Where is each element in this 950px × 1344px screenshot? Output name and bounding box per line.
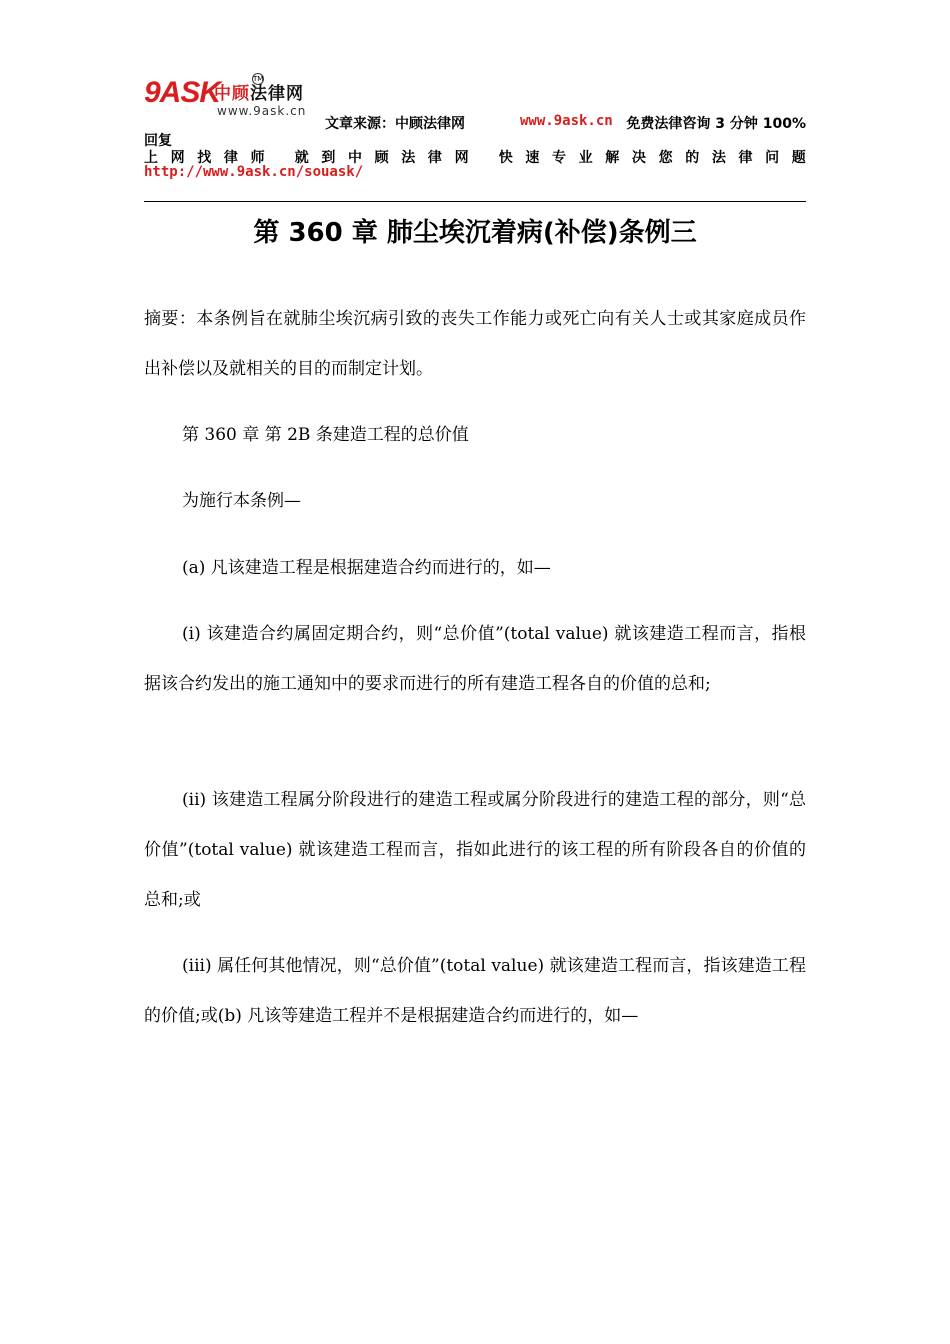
- abstract-paragraph: 摘要：本条例旨在就肺尘埃沉病引致的丧失工作能力或死亡向有关人士或其家庭成员作出补偿以及就相关的目的而制定计划。: [144, 309, 806, 379]
- reply-text: 回复: [144, 133, 172, 149]
- intro-paragraph: 为施行本条例—: [182, 491, 301, 511]
- souask-link[interactable]: http://www.9ask.cn/souask/: [144, 164, 364, 180]
- slogan-char: 网: [454, 150, 469, 166]
- paragraph-iii: (iii) 属任何其他情况，则“总价值”(total value) 就该建造工程而言，指该建造工程的价值;或(b) 凡该等建造工程并不是根据建造合约而进行的，如—: [144, 956, 806, 1026]
- slogan-char: 顾: [374, 150, 389, 166]
- logo-url: www.9ask.cn: [217, 104, 307, 118]
- header-source-line: [144, 113, 806, 133]
- trademark-icon: TM: [253, 75, 264, 83]
- free-consult-text: 免费法律咨询 3 分钟 100%: [626, 116, 806, 132]
- slogan-char: 网: [170, 150, 185, 166]
- slogan-char: 上: [144, 150, 158, 166]
- slogan-char: 速: [525, 150, 540, 166]
- slogan-char: 中: [348, 150, 362, 166]
- paragraph-ii: (ii) 该建造工程属分阶段进行的建造工程或属分阶段进行的建造工程的部分，则“总价值”(total value) 就该建造工程而言，指如此进行的该工程的所有阶段各自的价值的总和;或: [144, 790, 806, 910]
- paragraph-i: (i) 该建造合约属固定期合约，则“总价值”(total value) 就该建造工程而言，指根据该合约发出的施工通知中的要求而进行的所有建造工程各自的价值的总和;: [144, 624, 806, 694]
- paragraph-a: (a) 凡该建造工程是根据建造合约而进行的，如—: [182, 558, 551, 578]
- slogan-char: 律: [427, 150, 442, 166]
- source-label: 文章来源：中顾法律网: [325, 116, 465, 132]
- slogan-char: 问: [765, 150, 780, 166]
- slogan-char: 找: [197, 150, 212, 166]
- slogan-char: 师: [250, 150, 265, 166]
- slogan-char: 解: [605, 150, 620, 166]
- slogan-char: 就: [294, 150, 309, 166]
- slogan-char: 专: [552, 150, 566, 166]
- slogan-char: 业: [578, 150, 593, 166]
- header-divider: [144, 201, 806, 202]
- slogan-char: 快: [498, 150, 513, 166]
- page-title: 第 360 章 肺尘埃沉着病(补偿)条例三: [253, 218, 697, 248]
- slogan-char: 题: [791, 150, 806, 166]
- section-heading: 第 360 章 第 2B 条建造工程的总价值: [182, 425, 469, 445]
- slogan-char: [481, 147, 486, 167]
- slogan-char: 律: [223, 150, 238, 166]
- logo-brand: 中顾: [214, 84, 250, 104]
- slogan-char: 决: [631, 150, 646, 166]
- slogan-char: 律: [738, 150, 753, 166]
- slogan-char: 您: [658, 150, 673, 166]
- slogan-char: 的: [685, 150, 700, 166]
- logo-mark: 9ASK: [144, 76, 221, 109]
- slogan-char: 法: [401, 150, 416, 166]
- slogan-char: 到: [321, 150, 336, 166]
- logo-name: 法律网: [250, 84, 304, 104]
- site-link[interactable]: www.9ask.cn: [520, 113, 613, 129]
- slogan-char: 法: [711, 150, 726, 166]
